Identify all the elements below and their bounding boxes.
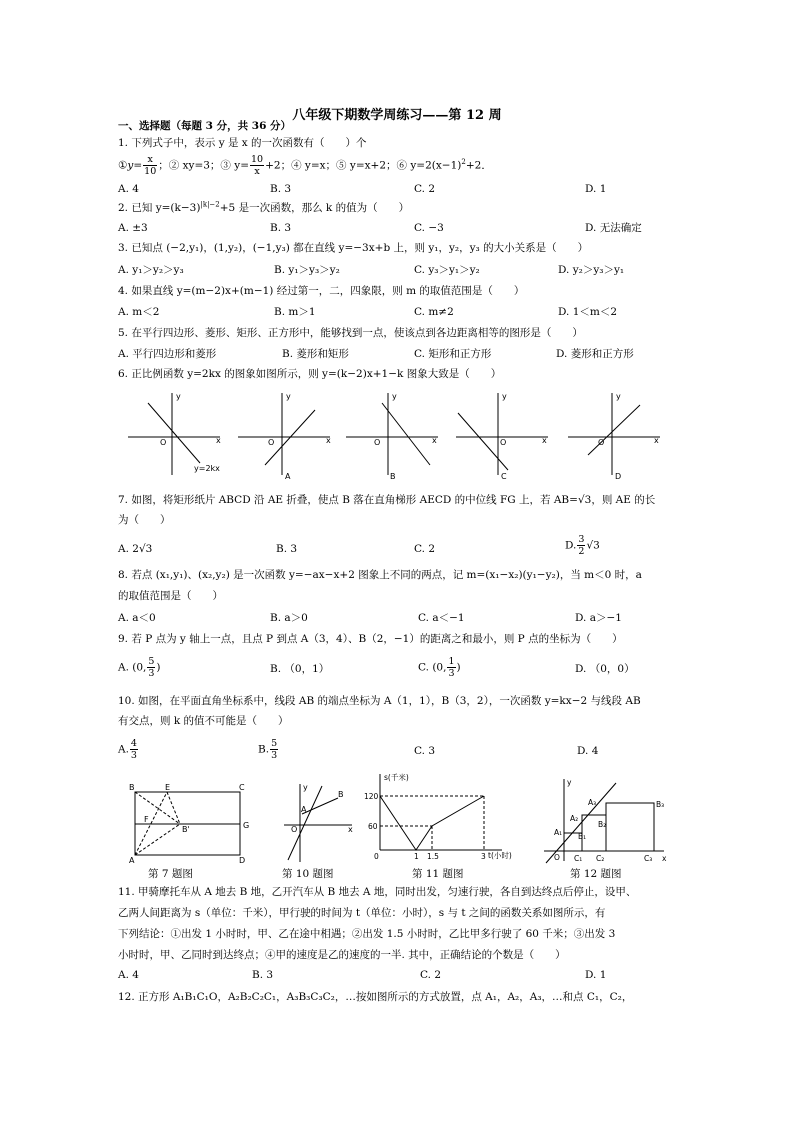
fig7-label-e: E (165, 783, 171, 792)
q7-option-d-frac (577, 534, 585, 557)
fig12-diagram (540, 775, 670, 865)
fig10-caption: 第 10 题图 (282, 868, 334, 880)
q6-gb-xlabel: x (432, 436, 437, 445)
q2-stem (118, 201, 409, 215)
q5-option-c: C. 矩形和正方形 (414, 348, 492, 360)
q11-option-a: A. 4 (118, 969, 139, 981)
q4-stem: 4. 如果直线 y=(m−2)x+(m−1) 经过第一，二，四象限，则 m 的取值范围是（ ） (118, 285, 525, 297)
q1-frac2 (250, 154, 264, 177)
q10-option-b-den: 3 (271, 750, 278, 761)
q6-gd-line (588, 405, 640, 455)
fig11-ylabel: s(千米) (384, 773, 409, 782)
q9-option-a (118, 656, 161, 679)
q6-gc-xlabel: x (542, 436, 547, 445)
q5-option-a: A. 平行四边形和菱形 (118, 348, 217, 360)
q1-e6sup: 2 (461, 158, 466, 166)
fig12-caption: 第 12 题图 (570, 868, 622, 880)
fig7-label-d: D (239, 856, 246, 865)
q2-stem-b: +5 是一次函数，那么 k 的值为（ ） (219, 202, 410, 214)
q8-option-b: B. a＞0 (270, 612, 308, 624)
q5-stem: 5. 在平行四边形、菱形、矩形、正方形中，能够找到一点，使该点到各边距离相等的图形是（ ） (118, 327, 583, 339)
q9-option-a-den: 3 (148, 668, 155, 679)
q1-e3tail: +2；④ y=x；⑤ y=x+2；⑥ y=2(x−1) (265, 159, 462, 172)
fig11-x0: 0 (374, 852, 379, 861)
q6-gd-xlabel: x (654, 436, 659, 445)
q1-option-a: A. 4 (118, 183, 139, 195)
fig7-diagram (125, 780, 255, 865)
q6-g0-line (148, 403, 200, 463)
q7-option-d-num: 3 (578, 534, 585, 545)
fig11-y60: 60 (368, 822, 378, 831)
fig12-label-o: O (554, 853, 560, 862)
fig12-label-c2: C₂ (596, 854, 605, 863)
q6-gc-letter: C (501, 472, 507, 481)
fig7-label-b: B (129, 783, 135, 792)
q1-stem: 1. 下列式子中，表示 y 是 x 的一次函数有（ ）个 (118, 137, 367, 149)
q4-option-d: D. 1＜m＜2 (558, 306, 618, 318)
fig12-label-x: x (662, 854, 667, 863)
fig10-segment-ab (302, 798, 338, 814)
q7-option-b: B. 3 (276, 543, 298, 555)
q8-option-d: D. a＞−1 (575, 612, 622, 624)
fig7-label-g: G (243, 821, 250, 830)
q3-option-c: C. y₃＞y₁＞y₂ (414, 264, 480, 276)
fig12-label-c3: C₃ (644, 854, 653, 863)
q3-option-d: D. y₂＞y₃＞y₁ (558, 264, 625, 276)
fig12-label-c1: C₁ (574, 854, 583, 863)
fig12-label-y: y (567, 778, 572, 787)
q11-line3: 下列结论：①出发 1 小时时，甲、乙在途中相遇；②出发 1.5 小时时，乙比甲多行驶了 60 千米；③出发 3 (118, 928, 616, 940)
q6-g0-xlabel: x (216, 436, 221, 445)
q11-option-c: C. 2 (420, 969, 442, 981)
q11-option-b: B. 3 (252, 969, 274, 981)
q1-e2: ；② xy=3；③ y= (158, 159, 249, 172)
q2-stem-a: 2. 已知 y=(k−3) (118, 202, 201, 214)
q1-frac2-den: x (254, 166, 260, 177)
fig10-diagram (280, 780, 360, 865)
q6-gd-origin: O (598, 438, 605, 447)
fig12-label-a3: A₃ (588, 798, 597, 807)
q9-option-b: B. （0，1） (270, 663, 330, 675)
q10-option-a-frac (130, 738, 138, 761)
q6-graphs (120, 385, 680, 485)
fig11-xlabel: t(小时) (488, 851, 512, 860)
section-heading: 一、选择题（每题 3 分，共 36 分） (118, 120, 292, 132)
q11-line1: 11. 甲骑摩托车从 A 地去 B 地，乙开汽车从 B 地去 A 地，同时出发，匀速行驶，各自到达终点后停止，设甲、 (118, 886, 637, 898)
q9-option-c-den: 3 (448, 668, 455, 679)
fig10-label-a: A (301, 805, 307, 814)
q3-option-a: A. y₁＞y₂＞y₃ (118, 264, 184, 276)
q10-stem-line1: 10. 如图，在平面直角坐标系中，线段 AB 的端点坐标为 A（1，1），B（3，2），一次函数 y=kx−2 与线段 AB (118, 695, 641, 707)
q6-gd-ylabel: y (616, 392, 621, 401)
q9-option-c-post: ) (456, 661, 461, 674)
q10-option-d: D. 4 (577, 745, 599, 757)
q1-option-d: D. 1 (585, 183, 607, 195)
q9-option-c-num: 1 (448, 656, 455, 667)
q9-stem: 9. 若 P 点为 y 轴上一点，且点 P 到点 A（3，4）、B（2，−1）的距离之和最小，则 P 点的坐标为（ ） (118, 633, 623, 645)
q4-option-c: C. m≠2 (414, 306, 454, 318)
q2-stem-sup: |k|−2 (200, 200, 220, 209)
q2-option-d: D. 无法确定 (585, 222, 642, 234)
q1-e1b: y= (127, 159, 143, 172)
fig12-label-a2: A₂ (570, 814, 579, 823)
q11-line2: 乙两人间距离为 s（单位：千米），甲行驶的时间为 t（单位：小时），s 与 t 之间的函数关系如图所示，有 (118, 907, 606, 919)
q10-option-a-pre: A. (118, 743, 129, 756)
q10-option-b-pre: B. (258, 743, 270, 756)
fig7-label-c: C (239, 783, 245, 792)
q9-option-a-num: 5 (148, 656, 155, 667)
q9-option-c-frac (447, 656, 455, 679)
q3-option-b: B. y₁＞y₃＞y₂ (274, 264, 340, 276)
fig11-x3: 3 (481, 852, 486, 861)
q2-option-c: C. −3 (414, 222, 444, 234)
fig12-label-a1: A₁ (554, 828, 563, 837)
q1-e1a: ① (118, 159, 128, 172)
q1-frac1-num: x (143, 154, 157, 166)
q9-option-d: D. （0，0） (575, 663, 635, 675)
fig10-label-o: O (291, 825, 298, 834)
q9-option-a-pre: A. (0, (118, 661, 147, 674)
q7-stem-line1: 7. 如图，将矩形纸片 ABCD 沿 AE 折叠，使点 B 落在直角梯形 AECD 的中位线 FG 上，若 AB=√3，则 AE 的长 (118, 494, 656, 506)
q7-option-a: A. 2√3 (118, 543, 153, 555)
q6-g0-ylabel: y (176, 392, 181, 401)
q7-option-c: C. 2 (414, 543, 436, 555)
q6-gb-line (382, 403, 430, 465)
q7-option-d-den: 2 (578, 546, 585, 557)
fig11-caption: 第 11 题图 (412, 868, 464, 880)
q1-e6tail: +2． (465, 159, 492, 172)
q4-option-b: B. m＞1 (274, 306, 316, 318)
q6-gb-ylabel: y (392, 392, 397, 401)
q3-stem: 3. 已知点 (−2,y₁)，(1,y₂)，(−1,y₃) 都在直线 y=−3x+b 上，则 y₁，y₂，y₃ 的大小关系是（ ） (118, 242, 589, 254)
q6-ga-origin: O (268, 438, 275, 447)
q6-ga-letter: A (285, 472, 291, 481)
fig12-label-b3: B₃ (656, 800, 665, 809)
fig10-line (288, 786, 322, 860)
q7-option-d-pre: D. (565, 539, 577, 552)
q7-stem-line2: 为（ ） (118, 514, 171, 526)
q10-option-c: C. 3 (414, 745, 436, 757)
fig10-label-x: x (348, 825, 353, 834)
fig7-label-f: F (144, 815, 149, 824)
q11-line4: 小时时，甲、乙同时到达终点；④甲的速度是乙的速度的一半. 其中，正确结论的个数是（ ） (118, 949, 566, 961)
fig11-x15: 1.5 (427, 852, 439, 861)
q12-stem: 12. 正方形 A₁B₁C₁O，A₂B₂C₂C₁，A₃B₃C₃C₂，…按如图所示的方式放置，点 A₁，A₂，A₃，…和点 C₁，C₂， (118, 991, 633, 1003)
q9-option-c-pre: C. (0, (418, 661, 447, 674)
q6-gb-letter: B (390, 472, 396, 481)
q9-option-c (418, 656, 461, 679)
q1-frac1 (143, 154, 157, 177)
fig7-ab1 (135, 824, 180, 855)
q6-gc-origin: O (500, 438, 507, 447)
q2-option-a: A. ±3 (118, 222, 148, 234)
q1-option-b: B. 3 (270, 183, 292, 195)
q6-stem: 6. 正比例函数 y=2kx 的图象如图所示，则 y=(k−2)x+1−k 图象大致是（ ） (118, 368, 502, 380)
q6-gb-origin: O (374, 438, 381, 447)
fig12-square3 (606, 803, 654, 851)
q1-frac2-num: 10 (251, 154, 264, 165)
fig7-label-bprime: B' (182, 825, 190, 834)
q6-gd-letter: D (615, 472, 622, 481)
page-title: 八年级下期数学周练习——第 12 周 (292, 108, 502, 123)
q5-option-b: B. 菱形和矩形 (282, 348, 349, 360)
q6-ga-ylabel: y (286, 392, 291, 401)
q10-stem-line2: 有交点，则 k 的值不可能是（ ） (118, 715, 289, 727)
fig10-label-y: y (303, 783, 308, 792)
q1-frac1-den: 10 (144, 166, 157, 177)
fig7-caption: 第 7 题图 (148, 868, 193, 880)
q8-option-c: C. a＜−1 (418, 612, 465, 624)
q7-option-d-post: √3 (586, 539, 600, 552)
q1-option-c: C. 2 (414, 183, 436, 195)
fig12-label-b2: B₂ (598, 820, 607, 829)
q8-option-a: A. a＜0 (118, 612, 156, 624)
q11-option-d: D. 1 (585, 969, 607, 981)
q10-option-b (258, 738, 279, 761)
q6-g0-origin: O (160, 438, 167, 447)
fig12-label-b1: B₁ (578, 832, 587, 841)
q6-ga-xlabel: x (326, 436, 331, 445)
fig11-y120: 120 (364, 792, 379, 801)
q4-option-a: A. m＜2 (118, 306, 160, 318)
q10-option-b-num: 5 (271, 738, 278, 749)
q7-option-d (565, 534, 600, 557)
q2-option-b: B. 3 (270, 222, 292, 234)
q8-stem-line1: 8. 若点 (x₁,y₁)、(x₂,y₂) 是一次函数 y=−ax−x+2 图象上不同的两点，记 m=(x₁−x₂)(y₁−y₂)，当 m＜0 时，a (118, 569, 642, 581)
q9-option-a-post: ) (156, 661, 161, 674)
fig7-label-a: A (129, 856, 135, 865)
q6-gc-ylabel: y (502, 392, 507, 401)
q1-expressions (118, 154, 492, 177)
q8-stem-line2: 的取值范围是（ ） (118, 590, 223, 602)
q10-option-a (118, 738, 139, 761)
q6-g0-fn: y=2kx (194, 464, 220, 473)
q5-option-d: D. 菱形和正方形 (556, 348, 634, 360)
q10-option-a-num: 4 (130, 738, 137, 749)
fig11-x1: 1 (414, 852, 419, 861)
fig10-label-b: B (338, 790, 344, 799)
q10-option-b-frac (270, 738, 278, 761)
q9-option-a-frac (147, 656, 155, 679)
fig11-diagram (360, 770, 520, 862)
q10-option-a-den: 3 (130, 750, 137, 761)
